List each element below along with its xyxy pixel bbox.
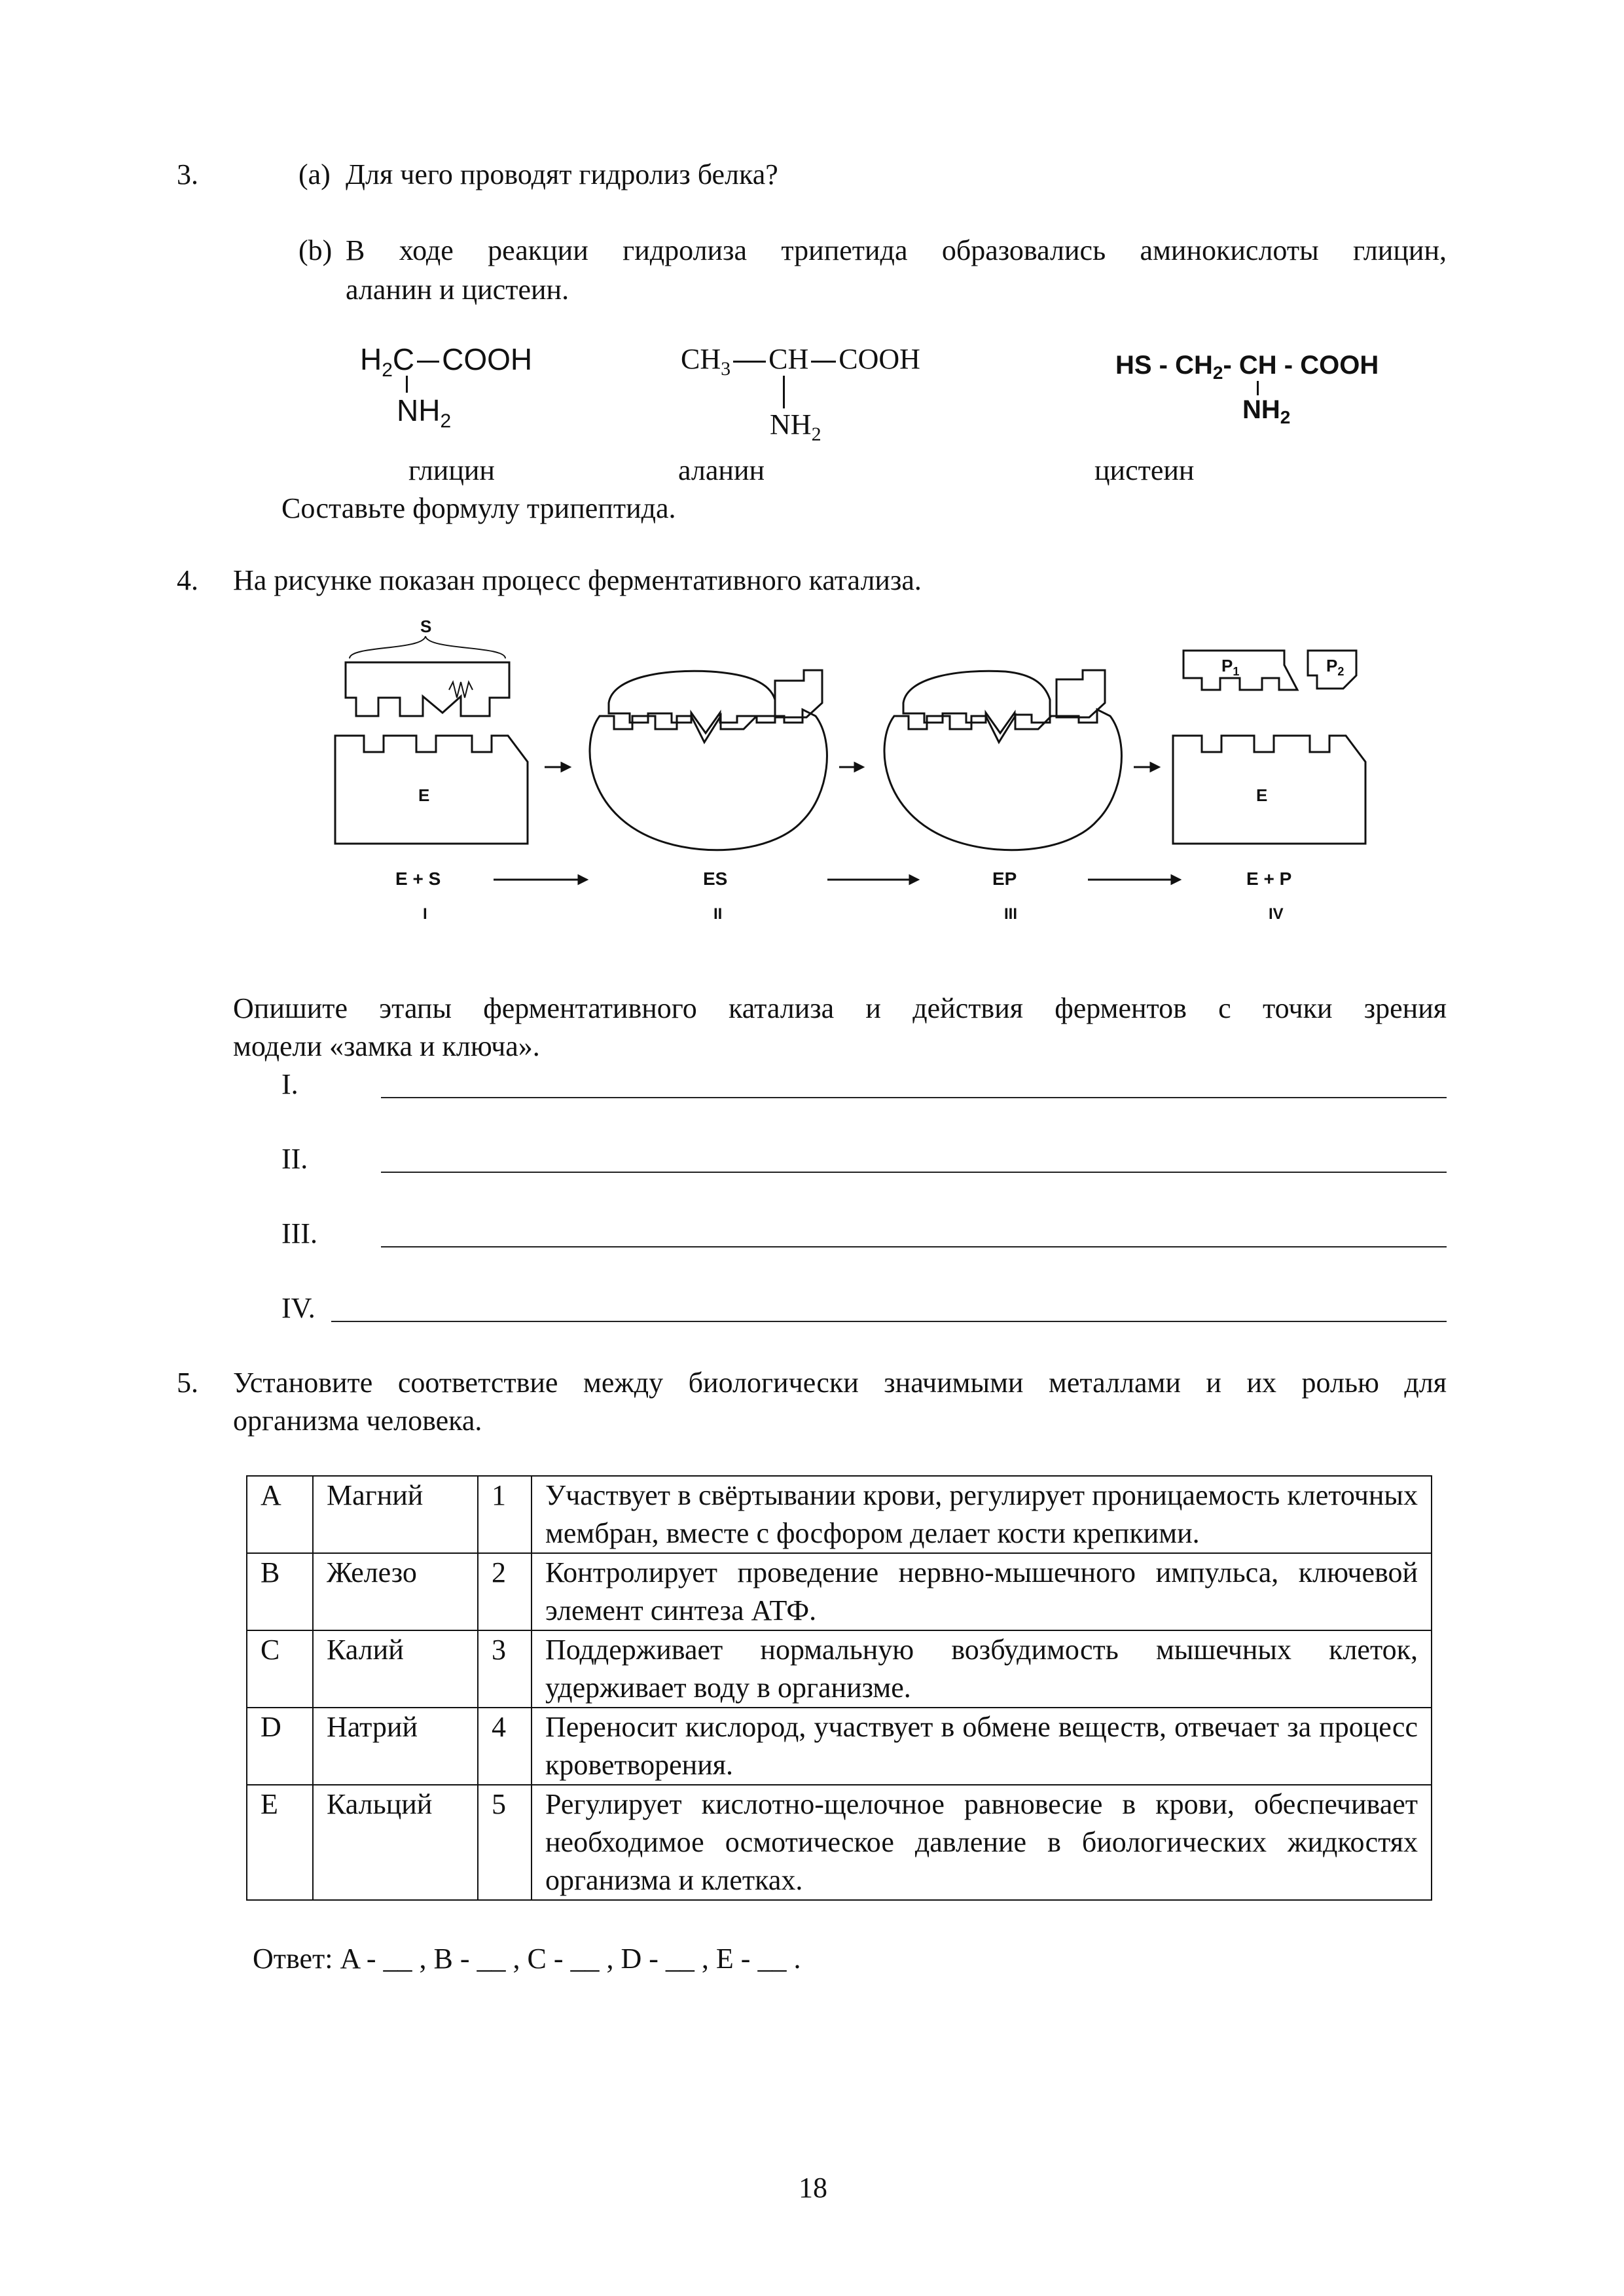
alanine-top-c: COOH (839, 343, 920, 375)
product2-sub: 2 (1337, 665, 1344, 678)
cysteine-top-b: - CH - COOH (1223, 351, 1379, 380)
answer-label-1: I. (281, 1068, 298, 1100)
glycine-name: глицин (408, 454, 495, 486)
glycine-vertical-bond (406, 376, 408, 393)
alanine-amine (770, 408, 821, 451)
cysteine-top-sub: 2 (1212, 363, 1223, 383)
substrate-brace (350, 636, 505, 658)
q5-line1: Установите соответствие между биологически значимыми металлами и их ролью для (233, 1367, 1447, 1399)
alanine-name: аланин (678, 454, 765, 486)
product2-letter: P (1326, 656, 1338, 675)
q3b-line2: аланин и цистеин. (346, 274, 569, 306)
row-metal: Железо (313, 1553, 478, 1630)
alanine-top-a: CH (681, 343, 721, 375)
stage-arrow-1-head (579, 876, 586, 884)
table-row (247, 1630, 1432, 1708)
glycine-bottom: NH (397, 393, 441, 427)
glycine-formula (360, 343, 532, 387)
stage-arrow-3-head (1172, 876, 1180, 884)
arrow-3-head (1151, 763, 1159, 771)
answer-label-3: III. (281, 1217, 317, 1249)
row-number: 1 (478, 1476, 532, 1553)
substrate-shape (346, 662, 509, 716)
cysteine-name: цистеин (1094, 454, 1195, 486)
row-letter: A (247, 1476, 313, 1553)
glycine-amine (397, 394, 451, 438)
glycine-top-sub: 2 (382, 359, 393, 381)
row-letter: D (247, 1708, 313, 1785)
alanine-bottom: NH (770, 408, 812, 440)
stage-formula-4: E + P (1246, 869, 1292, 889)
answer-line-1[interactable] (381, 1097, 1447, 1098)
stage-numeral-3: III (1004, 905, 1018, 923)
glycine-bottom-sub: 2 (440, 410, 452, 432)
product2-label (1326, 656, 1344, 678)
row-number: 4 (478, 1708, 532, 1785)
cysteine-vertical-bond (1257, 381, 1259, 395)
product1-label (1221, 656, 1239, 678)
stage-arrow-2-head (910, 876, 918, 884)
answer-label-4: IV. (281, 1292, 316, 1324)
q3b-line1: В ходе реакции гидролиза трипетида образовались аминокислоты глицин, (346, 234, 1447, 266)
stage-numeral-2: II (713, 905, 723, 923)
row-role: Контролирует проведение нервно-мышечного импульса, ключевой элемент синтеза АТФ. (532, 1553, 1432, 1630)
q3-task: Составьте формулу трипептида. (281, 492, 676, 524)
glycine-top-c: COOH (442, 342, 533, 376)
row-number: 3 (478, 1630, 532, 1708)
alanine-top-b: CH (768, 343, 809, 375)
stage-numeral-1: I (423, 905, 427, 923)
row-metal: Магний (313, 1476, 478, 1553)
stage-formula-2: ES (703, 869, 728, 889)
enzyme-block-1 (335, 736, 528, 844)
stage-formula-1: E + S (395, 869, 441, 889)
alanine-formula (681, 343, 920, 386)
alanine-vertical-bond (783, 376, 785, 408)
cysteine-bottom: NH (1242, 395, 1280, 424)
ep-complex-product1 (903, 671, 1050, 733)
row-role: Регулирует кислотно-щелочное равновесие в крови, обеспечивает необходимое осмотическое давление в биологических жидкостях организма и клетках. (532, 1785, 1432, 1900)
q4-task-line1: Опишите этапы ферментативного катализа и действия ферментов с точки зрения (233, 992, 1447, 1024)
row-number: 2 (478, 1553, 532, 1630)
q3a-text: Для чего проводят гидролиз белка? (346, 158, 778, 190)
glycine-top-b: C (392, 342, 415, 376)
product1-letter: P (1221, 656, 1233, 675)
answer-line-3[interactable] (381, 1246, 1447, 1247)
es-complex-cap (775, 670, 822, 717)
row-role: Поддерживает нормальную возбудимость мышечных клеток, удерживает воду в организме. (532, 1630, 1432, 1708)
table-row (247, 1708, 1432, 1785)
cysteine-top-a: HS - CH (1115, 351, 1213, 380)
row-letter: E (247, 1785, 313, 1900)
row-metal: Натрий (313, 1708, 478, 1785)
alanine-bottom-sub: 2 (811, 423, 821, 445)
q4-number: 4. (177, 564, 198, 596)
row-letter: C (247, 1630, 313, 1708)
row-role: Участвует в свёртывании крови, регулирует проницаемость клеточных мембран, вместе с фосфором делает кости крепкими. (532, 1476, 1432, 1553)
product1-sub: 1 (1233, 665, 1240, 678)
q3b-label: (b) (298, 234, 333, 266)
row-number: 5 (478, 1785, 532, 1900)
enzyme-label-2: E (1256, 785, 1268, 805)
q3-number: 3. (177, 158, 198, 190)
q4-task-line2: модели «замка и ключа». (233, 1030, 540, 1062)
enzyme-block-2 (1173, 736, 1365, 844)
alanine-bond-1 (733, 361, 766, 363)
glycine-top-a: H (360, 342, 382, 376)
cysteine-amine (1242, 395, 1290, 428)
enzyme-label-1: E (418, 785, 430, 805)
table-row (247, 1553, 1432, 1630)
table-row (247, 1476, 1432, 1553)
page-number: 18 (799, 2172, 827, 2204)
stage-numeral-4: IV (1269, 905, 1284, 923)
q5-line2: организма человека. (233, 1405, 482, 1437)
q3a-label: (a) (298, 158, 331, 190)
answer-line-4[interactable] (331, 1321, 1447, 1322)
row-letter: B (247, 1553, 313, 1630)
q5-answer[interactable]: Ответ: A - __ , B - __ , C - __ , D - __ , E - __ . (253, 1943, 801, 1975)
row-metal: Кальций (313, 1785, 478, 1900)
row-role: Переносит кислород, участвует в обмене веществ, отвечает за процесс кроветворения. (532, 1708, 1432, 1785)
arrow-1-head (562, 763, 569, 771)
alanine-bond-2 (811, 361, 836, 363)
cysteine-bottom-sub: 2 (1280, 407, 1291, 427)
q4-intro: На рисунке показан процесс ферментативного катализа. (233, 564, 922, 596)
answer-line-2[interactable] (381, 1172, 1447, 1173)
stage-formula-3: EP (992, 869, 1017, 889)
row-metal: Калий (313, 1630, 478, 1708)
substrate-label: S (420, 618, 432, 636)
q5-number: 5. (177, 1367, 198, 1399)
answer-label-2: II. (281, 1143, 308, 1175)
ep-complex-product2 (1056, 670, 1105, 717)
arrow-2-head (855, 763, 863, 771)
matching-table (246, 1475, 1432, 1901)
enzyme-catalysis-diagram (318, 618, 1385, 932)
cysteine-formula (1115, 351, 1379, 384)
table-row (247, 1785, 1432, 1900)
alanine-top-sub: 3 (721, 358, 731, 380)
product1-shape (1183, 651, 1297, 690)
glycine-bond (417, 361, 439, 363)
